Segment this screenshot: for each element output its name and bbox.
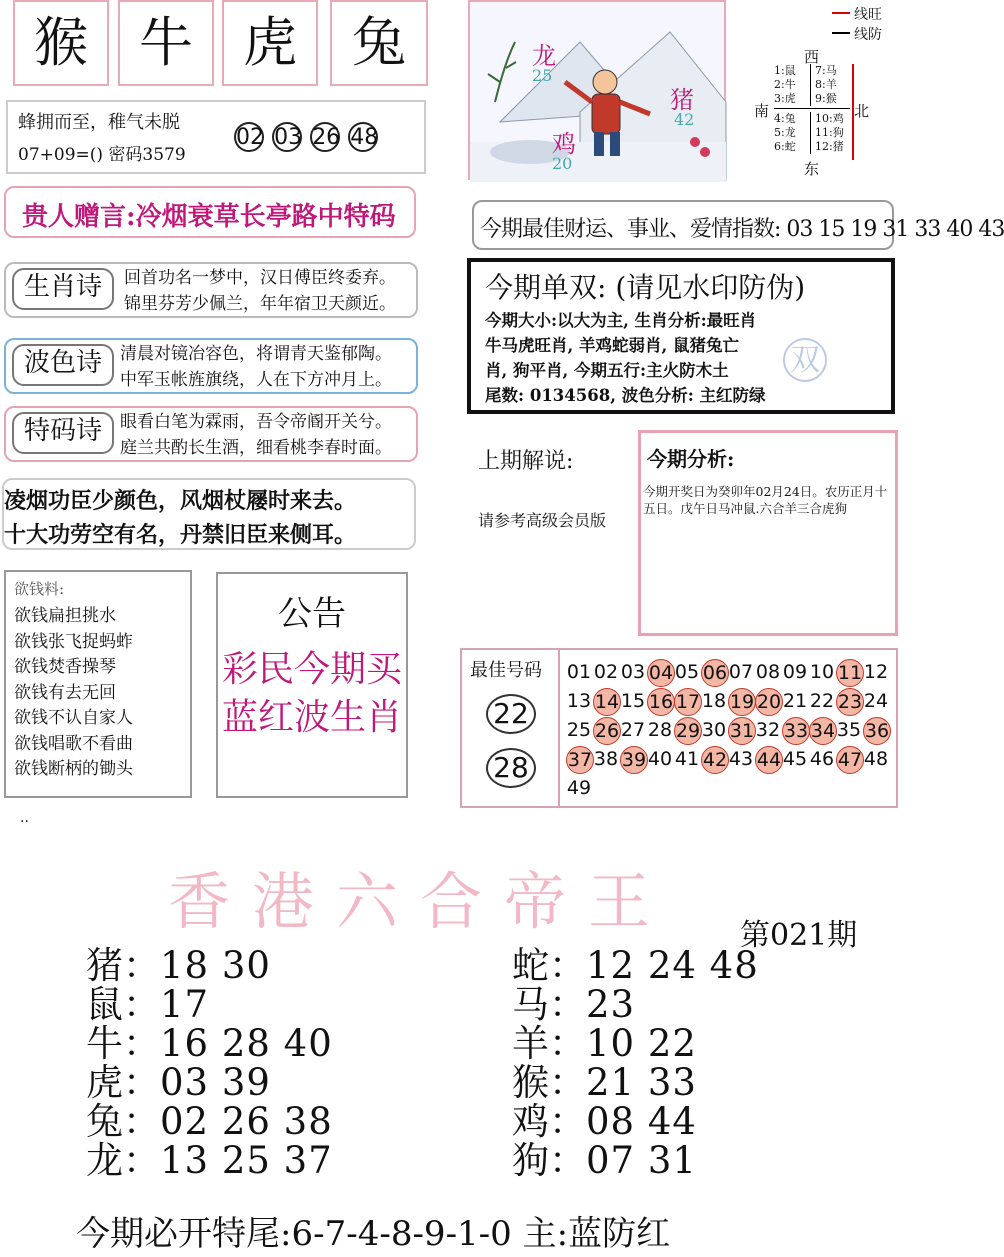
poem-box-special xyxy=(4,406,418,462)
compass-cell: 8:羊 xyxy=(815,78,837,91)
zodiac-numbers: 21 33 xyxy=(586,1061,697,1104)
grid-number: 22 xyxy=(809,690,835,712)
legend-label: 线防 xyxy=(854,27,882,43)
last-period-title: 上期解说: xyxy=(478,449,574,474)
grid-number: 49 xyxy=(566,777,592,799)
compass-cell: 11:狗 xyxy=(815,126,844,139)
yuqian-item: 欲钱不认自家人 xyxy=(14,708,133,728)
notice-lines xyxy=(218,646,406,742)
dir-left: 南 xyxy=(754,102,770,120)
compass-cell: 5:龙 xyxy=(774,126,796,139)
zodiac-name: 鸡 xyxy=(512,1100,549,1143)
grid-number: 08 xyxy=(755,661,781,683)
zodiac-name: 马 xyxy=(512,983,549,1026)
verse-line: 凌烟功臣少颜色，风烟杖屦时来去。 xyxy=(4,488,357,514)
brand-title: 香港六合帝王 xyxy=(168,865,673,938)
picture-label-2: 猪 xyxy=(670,86,694,114)
grid-number-highlighted: 16 xyxy=(647,688,675,716)
danshuang-title: 今期单双: (请见水印防伪) xyxy=(485,271,806,304)
best-index-box xyxy=(472,200,1004,250)
colon: ： xyxy=(549,1139,586,1182)
hint-ball: 03 xyxy=(272,122,302,152)
grid-number: 43 xyxy=(728,748,754,770)
zodiac-numbers: 07 31 xyxy=(586,1139,697,1182)
grid-number: 10 xyxy=(809,661,835,683)
grid-number-highlighted: 31 xyxy=(728,717,756,745)
grid-number: 05 xyxy=(674,661,700,683)
grid-number: 35 xyxy=(836,719,862,741)
yuqian-item: 欲钱断柄的锄头 xyxy=(14,759,133,779)
zodiac-number-row xyxy=(512,1102,697,1142)
picture-num-1: 25 xyxy=(532,66,553,85)
compass-cell: 9:猴 xyxy=(815,92,837,105)
compass-hline xyxy=(774,108,850,109)
compass-cell: 4:兔 xyxy=(774,112,796,125)
guiren-text: 贵人赠言:冷烟衰草长亭路中特码 xyxy=(22,202,396,232)
danshuang-line: 牛马虎旺肖, 羊鸡蛇弱肖, 鼠猪兔亡 xyxy=(485,336,739,355)
watermark-stamp: 双 xyxy=(783,338,827,382)
grid-number-highlighted: 17 xyxy=(674,688,702,716)
poem-label: 特码诗 xyxy=(12,412,114,454)
dots: .. xyxy=(20,810,29,826)
compass-grid-br xyxy=(810,112,844,154)
poem-line: 锦里芬芳少佩兰，年年宿卫天颜近。 xyxy=(124,294,396,314)
zodiac-name: 猪 xyxy=(86,944,123,987)
grid-number-highlighted: 37 xyxy=(566,746,594,774)
verse-box xyxy=(2,478,416,550)
legend-black-line xyxy=(832,32,850,34)
issue-number: 第021期 xyxy=(740,918,858,953)
grid-number-highlighted: 11 xyxy=(836,659,864,687)
compass-grid-tr xyxy=(810,64,837,106)
best-numbers-title: 最佳号码 xyxy=(470,660,542,681)
colon: ： xyxy=(549,983,586,1026)
picture-box xyxy=(468,0,726,180)
zodiac-numbers: 13 25 37 xyxy=(160,1139,333,1182)
grid-number: 28 xyxy=(647,719,673,741)
zodiac-number-row xyxy=(512,946,759,986)
grid-number: 13 xyxy=(566,690,592,712)
zodiac-number-row xyxy=(86,946,271,986)
yuqian-item: 欲钱唱歌不看曲 xyxy=(14,733,133,754)
danshuang-line: 肖, 狗平肖, 今期五行:主火防木土 xyxy=(485,361,729,380)
legend-red-line xyxy=(832,12,850,14)
danshuang-line: 今期大小:以大为主, 生肖分析:最旺肖 xyxy=(485,311,757,330)
grid-number: 40 xyxy=(647,748,673,770)
grid-number-highlighted: 19 xyxy=(728,688,756,716)
analysis-text: 今期开奖日为癸卯年02月24日。农历正月十五日。戊午日马冲鼠.六合羊三合虎狗 xyxy=(643,484,888,516)
zodiac-numbers: 08 44 xyxy=(586,1100,697,1143)
zodiac-number-row xyxy=(86,1024,333,1064)
grid-number-highlighted: 47 xyxy=(836,746,864,774)
danshuang-box xyxy=(467,258,895,414)
grid-number-highlighted: 39 xyxy=(620,746,648,774)
grid-number-highlighted: 06 xyxy=(701,659,729,687)
number-grid xyxy=(564,658,894,808)
zodiac-name: 蛇 xyxy=(512,944,549,987)
zodiac-name: 牛 xyxy=(86,1022,123,1065)
grid-number: 15 xyxy=(620,690,646,712)
dir-top: 西 xyxy=(804,48,820,66)
picture-label-3: 鸡 xyxy=(552,130,576,158)
last-period-text: 请参考高级会员版 xyxy=(478,511,607,530)
poem-line: 回首功名一梦中，汉日傅臣终委弃。 xyxy=(124,268,396,288)
compass-grid-bl xyxy=(774,112,796,154)
compass-cell: 6:蛇 xyxy=(774,140,796,153)
hint-ball: 48 xyxy=(348,122,378,152)
grid-number-highlighted: 14 xyxy=(593,688,621,716)
yuqian-item: 欲钱扁担挑水 xyxy=(14,606,116,626)
hint-balls xyxy=(234,122,381,152)
zodiac-numbers: 18 30 xyxy=(160,944,271,987)
notice-line: 彩民今期买 xyxy=(221,649,402,690)
analysis-title: 今期分析: xyxy=(647,447,735,471)
verse-line: 十大功劳空有名，丹禁旧臣来侧耳。 xyxy=(4,522,357,548)
poem-line: 清晨对镜冶容色，将谓青天鉴郁陶。 xyxy=(120,344,392,364)
danshuang-lines xyxy=(485,308,766,408)
colon: ： xyxy=(123,1022,160,1065)
grid-number-highlighted: 26 xyxy=(593,717,621,745)
grid-number: 18 xyxy=(701,690,727,712)
compass-cell: 3:虎 xyxy=(774,92,796,105)
colon: ： xyxy=(549,1100,586,1143)
yuqian-item: 欲钱张飞捉蚂蚱 xyxy=(14,631,133,652)
zodiac-numbers: 23 xyxy=(586,983,636,1026)
hint-ball: 02 xyxy=(234,122,264,152)
zodiac-numbers: 03 39 xyxy=(160,1061,271,1104)
colon: ： xyxy=(123,1100,160,1143)
grid-number-highlighted: 34 xyxy=(809,717,837,745)
analysis-box xyxy=(638,430,898,636)
grid-number: 12 xyxy=(863,661,889,683)
colon: ： xyxy=(549,1022,586,1065)
zodiac-box-3: 虎 xyxy=(222,0,318,86)
best-ball-1: 22 xyxy=(486,694,536,734)
grid-number: 01 xyxy=(566,661,592,683)
grid-number-highlighted: 44 xyxy=(755,746,783,774)
zodiac-name: 鼠 xyxy=(86,983,123,1026)
grid-number: 25 xyxy=(566,719,592,741)
grid-number-highlighted: 23 xyxy=(836,688,864,716)
poem-box-zodiac xyxy=(4,262,418,318)
zodiac-number-row xyxy=(512,1141,697,1181)
danshuang-line: 尾数: 0134568, 波色分析: 主红防绿 xyxy=(485,386,766,405)
grid-number: 07 xyxy=(728,661,754,683)
guiren-box xyxy=(4,186,416,238)
grid-number: 02 xyxy=(593,661,619,683)
grid-number: 03 xyxy=(620,661,646,683)
grid-number-highlighted: 33 xyxy=(782,717,810,745)
best-index-text: 今期最佳财运、事业、爱情指数: 03 15 19 31 33 40 43 xyxy=(480,217,1004,242)
grid-number: 09 xyxy=(782,661,808,683)
dir-bottom: 东 xyxy=(804,160,820,178)
hint-box xyxy=(6,100,426,174)
yuqian-title: 欲钱料: xyxy=(14,580,65,598)
grid-number-highlighted: 42 xyxy=(701,746,729,774)
compass-cell: 2:牛 xyxy=(774,78,796,91)
zodiac-number-row xyxy=(86,1102,333,1142)
grid-number: 41 xyxy=(674,748,700,770)
compass-cell: 10:鸡 xyxy=(815,112,844,125)
grid-number: 21 xyxy=(782,690,808,712)
best-ball-2: 28 xyxy=(486,748,536,788)
yuqian-item: 欲钱焚香操琴 xyxy=(14,657,116,677)
colon: ： xyxy=(123,983,160,1026)
colon: ： xyxy=(549,1061,586,1104)
zodiac-numbers: 17 xyxy=(160,983,210,1026)
zodiac-numbers: 02 26 38 xyxy=(160,1100,333,1143)
zodiac-number-row xyxy=(512,1024,697,1064)
compass-cell: 12:猪 xyxy=(815,140,844,153)
poem-line: 庭兰共酌长生酒，细看桃李春时面。 xyxy=(120,438,392,458)
grid-number: 27 xyxy=(620,719,646,741)
poem-label: 生肖诗 xyxy=(12,268,114,310)
grid-number: 46 xyxy=(809,748,835,770)
compass-cell: 7:马 xyxy=(815,64,837,77)
notice-box xyxy=(216,572,408,798)
zodiac-name: 猴 xyxy=(512,1061,549,1104)
best-numbers-left xyxy=(462,650,560,806)
poem-line: 中军玉帐旌旗绕，人在下方冲月上。 xyxy=(120,370,392,390)
zodiac-box-2: 牛 xyxy=(118,0,214,86)
colon: ： xyxy=(123,1139,160,1182)
grid-number-highlighted: 04 xyxy=(647,659,675,687)
zodiac-number-row xyxy=(512,1063,697,1103)
picture-label-1: 龙 xyxy=(532,42,556,70)
grid-number: 45 xyxy=(782,748,808,770)
colon: ： xyxy=(549,944,586,987)
grid-number-highlighted: 36 xyxy=(863,717,891,745)
colon: ： xyxy=(123,944,160,987)
footer-tail: 今期必开特尾:6-7-4-8-9-1-0 主:蓝防红 xyxy=(76,1214,671,1254)
grid-number: 30 xyxy=(701,719,727,741)
dir-right: 北 xyxy=(854,102,870,120)
zodiac-numbers: 10 22 xyxy=(586,1022,697,1065)
notice-title: 公告 xyxy=(278,594,346,634)
grid-number-highlighted: 20 xyxy=(755,688,783,716)
compass-red-bar xyxy=(852,64,854,160)
yuqian-list xyxy=(14,604,133,783)
grid-number: 24 xyxy=(863,690,889,712)
poem-line: 眼看白笔为霖雨，吾令帝阍开关兮。 xyxy=(120,412,392,432)
zodiac-name: 羊 xyxy=(512,1022,549,1065)
zodiac-numbers: 16 28 40 xyxy=(160,1022,333,1065)
colon: ： xyxy=(123,1061,160,1104)
picture-num-2: 42 xyxy=(674,110,695,129)
poem-label: 波色诗 xyxy=(12,344,114,386)
compass-grid-tl xyxy=(774,64,796,106)
zodiac-box-1: 猴 xyxy=(13,0,109,86)
yuqian-box xyxy=(4,570,192,798)
legend-label: 线旺 xyxy=(854,7,882,23)
zodiac-name: 狗 xyxy=(512,1139,549,1182)
hint-ball: 26 xyxy=(310,122,340,152)
grid-number-highlighted: 29 xyxy=(674,717,702,745)
zodiac-name: 龙 xyxy=(86,1139,123,1182)
yuqian-item: 欲钱有去无回 xyxy=(14,682,116,703)
poem-box-color xyxy=(4,338,418,394)
zodiac-number-row xyxy=(512,985,635,1025)
hint-line-2: 07+09=() 密码3579 xyxy=(18,145,186,165)
zodiac-numbers: 12 24 48 xyxy=(586,944,759,987)
best-numbers-box xyxy=(460,648,898,808)
compass-cell: 1:鼠 xyxy=(774,64,796,77)
zodiac-number-row xyxy=(86,1141,333,1181)
picture-num-3: 20 xyxy=(552,154,573,173)
grid-number: 48 xyxy=(863,748,889,770)
notice-line: 蓝红波生肖 xyxy=(221,697,402,738)
compass xyxy=(740,0,898,182)
zodiac-number-row xyxy=(86,1063,271,1103)
zodiac-name: 虎 xyxy=(86,1061,123,1104)
zodiac-box-4: 兔 xyxy=(330,0,428,86)
hint-line-1: 蜂拥而至，稚气未脱 xyxy=(18,112,180,133)
zodiac-name: 兔 xyxy=(86,1100,123,1143)
grid-number: 38 xyxy=(593,748,619,770)
zodiac-number-row xyxy=(86,985,209,1025)
grid-number: 32 xyxy=(755,719,781,741)
